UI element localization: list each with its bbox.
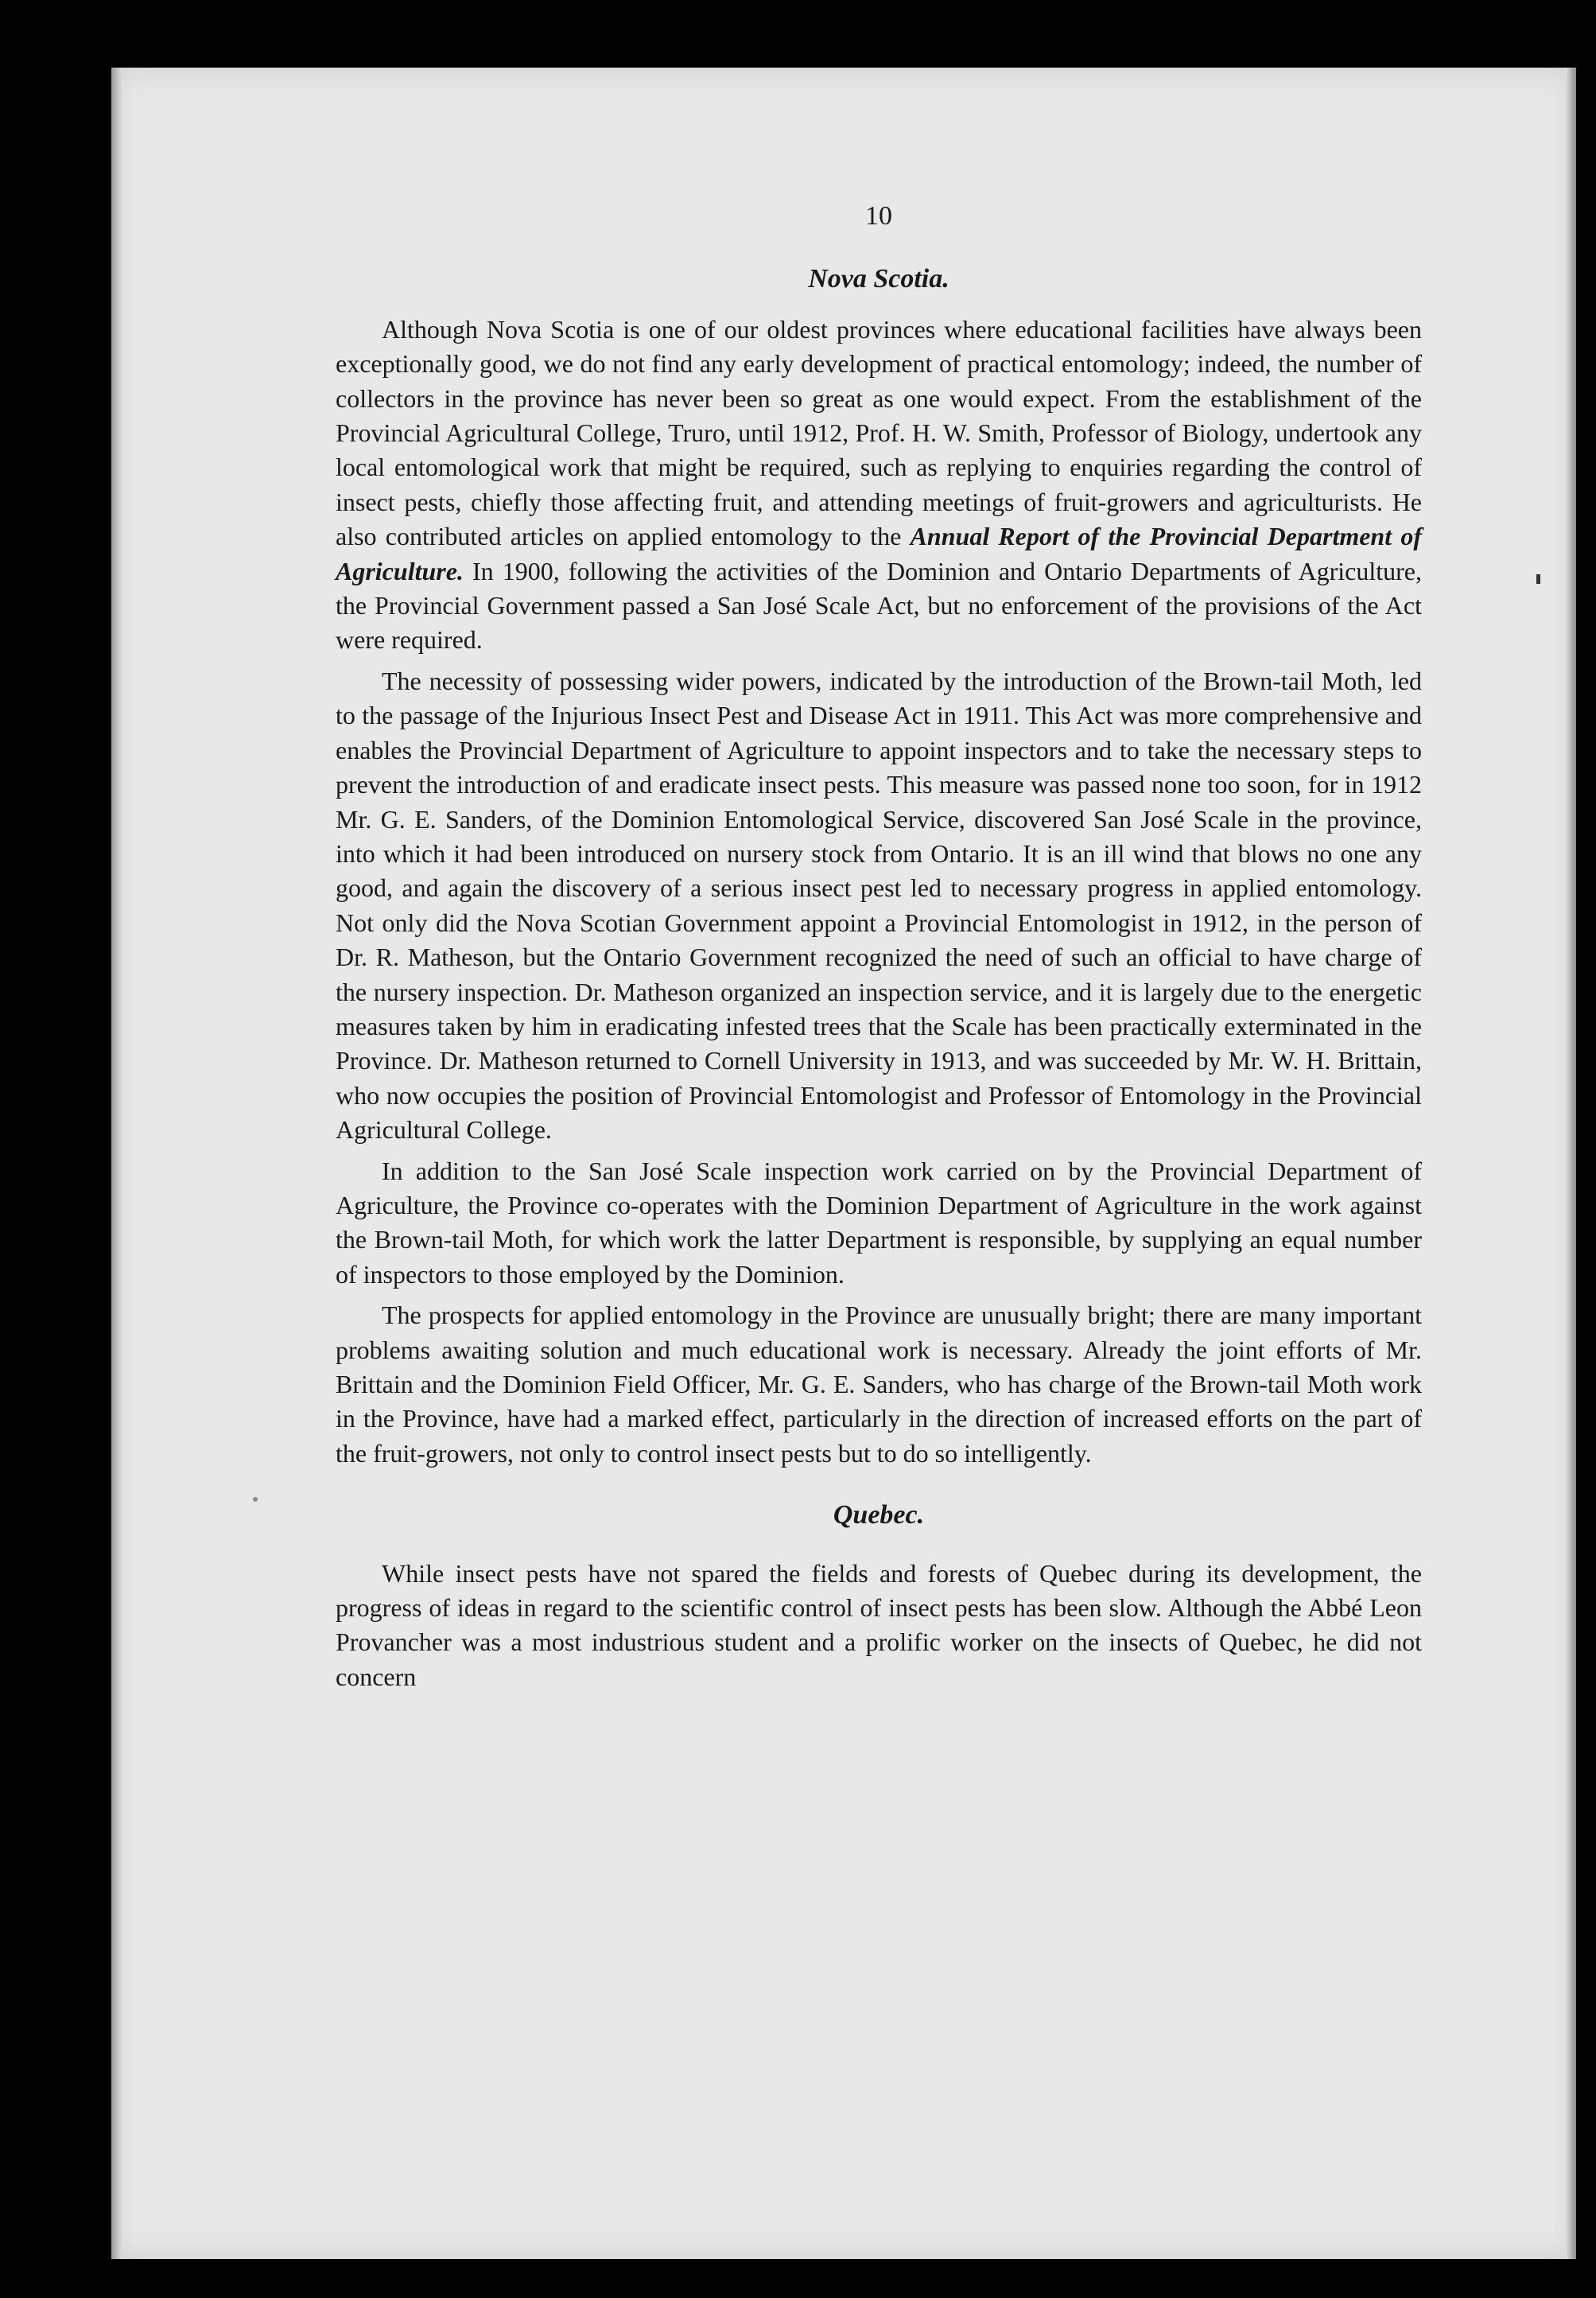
paragraph-text: In 1900, following the activities of the Dominion and Ontario Departments of Agriculture, the Provincial Government passed a San José Scale Act, but no enforcement of the provisions of the Act were required. — [336, 556, 1422, 655]
paragraph-text: Although Nova Scotia is one of our oldest provinces where educational facilities have always been exceptionally good, we do not find any early development of practical entomology; indeed, the number of collectors in the province has never been so great as one would expect. From the establishment of the Provincial Agricultural College, Truro, until 1912, Prof. H. W. Smith, Professor of Biology, undertook any local entomological work that might be required, such as replying to enquiries regarding the control of insect pests, chiefly those affecting fruit, and attending meetings of fruit-growers and agriculturists. He also contributed articles on applied entomology to the — [336, 314, 1422, 551]
margin-mark — [1536, 574, 1540, 584]
section-heading-quebec: Quebec. — [833, 1500, 925, 1530]
report-title: Annual Report of the Provincial Department of Agriculture. — [336, 522, 1423, 585]
paragraph-quebec-1: While insect pests have not spared the fields and forests of Quebec during its development, the progress of ideas in regard to the scientific control of insect pests has been slow. Although the Abbé Leon Provancher was a most industrious student and a prolific worker on the insects of Quebec, he did not concern — [336, 1558, 1422, 1691]
page-content — [336, 199, 1422, 1701]
paragraph-nova-scotia-1 — [336, 313, 1422, 658]
page-left-edge — [111, 68, 122, 2259]
paragraph-nova-scotia-4: The prospects for applied entomology in the Province are unusually bright; there are many important problems awaiting solution and much educational work is necessary. Already the joint efforts of Mr. Brittain and the Dominion Field Officer, Mr. G. E. Sanders, who has charge of the Brown-tail Moth work in the Province, have had a marked effect, particularly in the direction of increased efforts on the part of the fruit-growers, not only to control insect pests but to do so intelligently. — [336, 1301, 1422, 1468]
section-heading-nova-scotia: Nova Scotia. — [808, 264, 949, 294]
paragraph-nova-scotia-2: The necessity of possessing wider powers, indicated by the introduction of the Brown-tail Moth, led to the passage of the Injurious Insect Pest and Disease Act in 1911. This Act was more comprehensive and enables the Provincial Department of Agriculture to appoint inspectors and to take the necessary steps to prevent the introduction of and eradicate insect pests. This measure was passed none too soon, for in 1912 Mr. G. E. Sanders, of the Dominion Entomological Service, discovered San José Scale in the province, into which it had been introduced on nursery stock from Ontario. It is an ill wind that blows no one any good, and again the discovery of a serious insect pest led to necessary progress in applied entomology. Not only did the Nova Scotian Government appoint a Provincial Entomologist in 1912, in the person of Dr. R. Matheson, but the Ontario Government recognized the need of such an official to have charge of the nursery inspection. Dr. Matheson organized an inspection service, and it is largely due to the energetic measures taken by him in eradicating infested trees that the Scale has been practically exterminated in the Province. Dr. Matheson returned to Cornell University in 1913, and was succeeded by Mr. W. H. Brittain, who now occupies the position of Provincial Entomologist and Professor of Entomology in the Provincial Agricultural College. — [336, 666, 1422, 1145]
margin-dot — [253, 1497, 258, 1502]
page-number: 10 — [865, 201, 892, 231]
paragraph-nova-scotia-3: In addition to the San José Scale inspection work carried on by the Provincial Department of Agriculture, the Province co-operates with the Dominion Department of Agriculture in the work against the Brown-tail Moth, for which work the latter Department is responsible, by supplying an equal number of inspectors to those employed by the Dominion. — [336, 1156, 1422, 1289]
page-right-edge — [1565, 68, 1576, 2259]
